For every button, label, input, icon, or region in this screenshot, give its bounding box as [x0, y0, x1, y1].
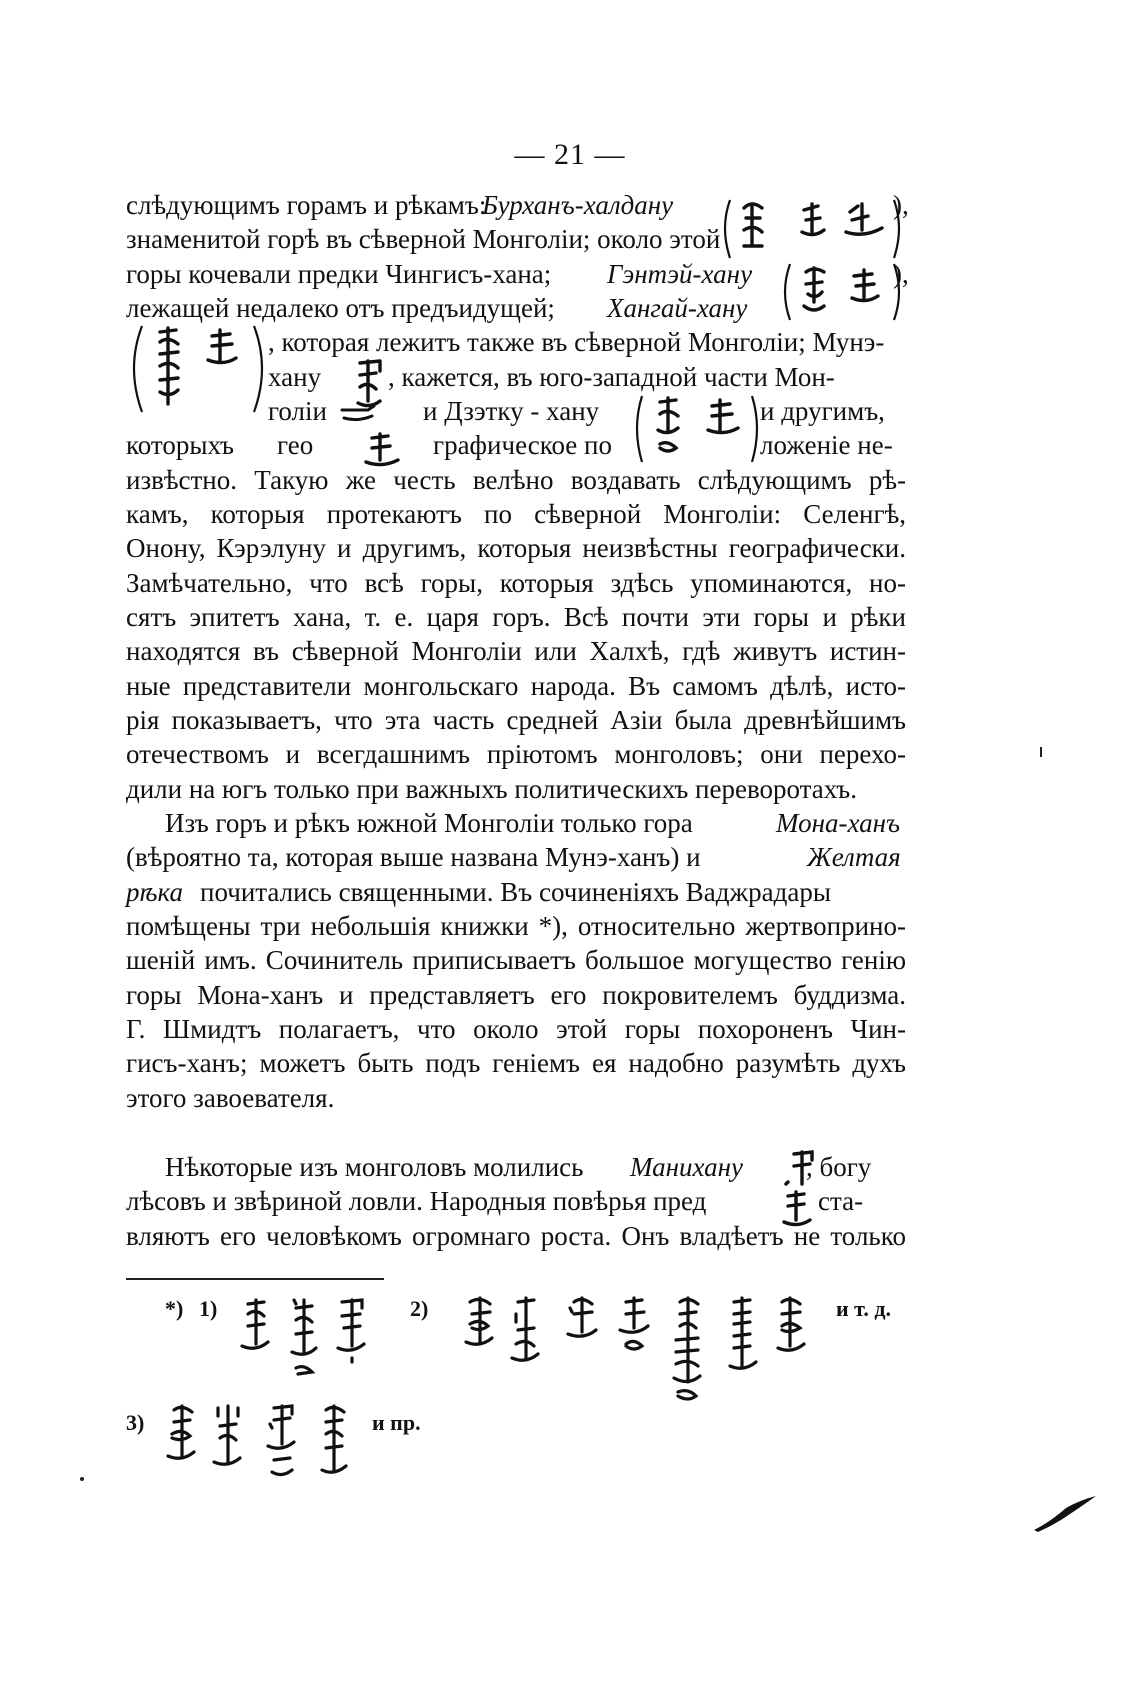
mongolian-script-glyph-group: [632, 392, 762, 468]
body-text: находятся въ сѣверной Монголіи или Халхѣ, гдѣ живутъ истин-: [126, 636, 906, 666]
footnote-number: 1): [199, 1296, 218, 1321]
body-text: голіи: [268, 396, 327, 426]
body-text: и другимъ,: [760, 396, 885, 426]
scan-speck: [1040, 747, 1042, 757]
body-text: ),: [893, 190, 909, 220]
mongolian-script-glyph: [338, 404, 378, 424]
body-text: (вѣроятно та, которая выше названа Мунэ-ханъ) и: [126, 842, 701, 872]
ink-smudge: [1030, 1494, 1100, 1534]
body-text-italic: Хангай-хану: [607, 293, 748, 323]
mongolian-script-glyph: [350, 357, 390, 409]
mongolian-script-glyph-group: [722, 196, 902, 266]
scan-speck: [80, 1477, 84, 1481]
footnote-number: 3): [126, 1410, 145, 1435]
mongolian-script-glyph-group: [128, 322, 268, 418]
footnote-rule: [126, 1278, 384, 1280]
footnote-number: 2): [410, 1296, 429, 1321]
mongolian-script-glyph-group: [782, 262, 902, 326]
page-number: — 21 —: [514, 138, 626, 171]
body-text: лежащей недалеко отъ предъидущей;: [126, 293, 555, 323]
footnote-etc: и т. д.: [836, 1296, 891, 1321]
body-text: ),: [893, 259, 909, 289]
body-text: горы кочевали предки Чингисъ-хана;: [126, 259, 552, 289]
body-text: лѣсовъ и звѣриной ловли. Народныя повѣрья пред: [126, 1186, 707, 1216]
body-text: , которая лежитъ также въ сѣверной Монголіи; Мунэ-: [268, 327, 885, 357]
body-text: Г. Шмидтъ полагаетъ, что около этой горы похороненъ Чин-: [126, 1014, 906, 1044]
body-text: гисъ-ханъ; можетъ быть подъ геніемъ ея надобно разумѣть духъ: [126, 1048, 906, 1078]
body-text: вляютъ его человѣкомъ огромнаго роста. Онъ владѣетъ не только: [126, 1221, 906, 1251]
footnote-etc: и пр.: [372, 1410, 421, 1435]
body-text-italic: рѣка: [126, 877, 183, 907]
body-text: отечествомъ и всегдашнимъ пріютомъ монголовъ; они перехо-: [126, 739, 906, 769]
body-text: графическое по: [433, 430, 612, 460]
body-text: сятъ эпитетъ хана, т. е. царя горъ. Всѣ почти эти горы и рѣки: [126, 602, 906, 632]
footnote-mark: *): [165, 1296, 184, 1321]
mongolian-script-glyph: [780, 1190, 816, 1230]
body-text: горы Мона-ханъ и представляетъ его покровителемъ буддизма.: [126, 980, 906, 1010]
body-text: почитались священными. Въ сочиненіяхъ Ваджрадары: [200, 877, 831, 907]
body-text: знаменитой горѣ въ сѣверной Монголіи; около этой: [126, 224, 721, 254]
body-text-italic: Манихану: [630, 1152, 744, 1182]
mongolian-script-glyph: [784, 1148, 820, 1188]
body-text: которыхъ: [126, 430, 234, 460]
body-text: Нѣкоторые изъ монголовъ молились: [165, 1152, 584, 1182]
mongolian-script-glyph-group: [234, 1296, 384, 1382]
body-text-italic: Желтая: [807, 842, 901, 872]
body-text: дили на югъ только при важныхъ политическихъ переворотахъ.: [126, 774, 857, 804]
mongolian-script-glyph-group: [158, 1400, 368, 1490]
body-text: хану: [268, 362, 322, 392]
body-text: шеній имъ. Сочинитель приписываетъ большое могущество генію: [126, 945, 906, 975]
mongolian-script-glyph-group: [460, 1292, 820, 1412]
body-text: , кажется, въ юго-западной части Мон-: [388, 362, 835, 392]
body-text: Замѣчательно, что всѣ горы, которыя здѣсь упоминаются, но-: [126, 568, 906, 598]
body-text-italic: Гэнтэй-хану: [607, 259, 753, 289]
mongolian-script-glyph: [360, 430, 404, 470]
body-text: извѣстно. Такую же честь велѣно воздавать слѣдующимъ рѣ-: [126, 465, 906, 495]
body-text: рія показываетъ, что эта часть средней Азіи была древнѣйшимъ: [126, 705, 906, 735]
body-text: и Дзэтку - хану: [423, 396, 600, 426]
body-text: слѣдующимъ горамъ и рѣкамъ:: [126, 190, 487, 220]
body-text: ные представители монгольскаго народа. Въ самомъ дѣлѣ, исто-: [126, 671, 906, 701]
body-text: гео: [277, 430, 314, 460]
body-text: этого завоевателя.: [126, 1083, 335, 1113]
body-text-italic: Мона-ханъ: [776, 808, 901, 838]
body-text-italic: Бурханъ-халдану: [482, 190, 674, 220]
body-text: Изъ горъ и рѣкъ южной Монголіи только гора: [165, 808, 693, 838]
body-text: ста-: [818, 1186, 864, 1216]
body-text: Онону, Кэрэлуну и другимъ, которыя неизвѣстны географически.: [126, 533, 906, 563]
body-text: , богу: [806, 1152, 872, 1182]
body-text: камъ, которыя протекаютъ по сѣверной Монголіи: Селенгѣ,: [126, 499, 906, 529]
body-text: помѣщены три небольшія книжки *), относительно жертвоприно-: [126, 911, 906, 941]
body-text: ложеніе не-: [760, 430, 893, 460]
